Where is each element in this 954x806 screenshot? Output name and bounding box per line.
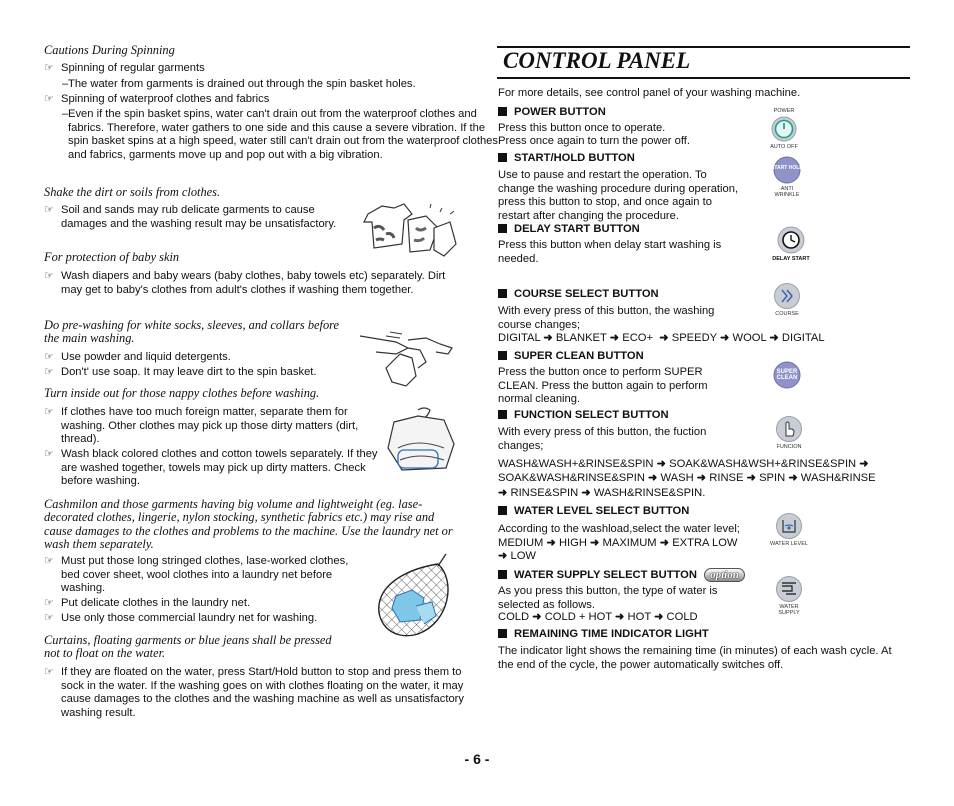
option-badge: option: [704, 568, 745, 582]
course-button-icon[interactable]: COURSE: [768, 281, 806, 317]
start-hold-button-icon[interactable]: START HOLD ANTI WRINKLE: [768, 154, 806, 198]
list-item: ☞ Put delicate clothes in the laundry net.: [44, 597, 251, 609]
arrow-right-icon: ➜: [696, 472, 707, 484]
list-item: ☞ Spinning of waterproof clothes and fabrics: [44, 93, 270, 105]
arrow-right-icon: ➜: [590, 537, 600, 549]
super-clean-button-icon[interactable]: SUPER CLEAN: [768, 359, 806, 391]
square-bullet-icon: [498, 153, 507, 162]
square-bullet-icon: [498, 629, 507, 638]
square-bullet-icon: [498, 289, 507, 298]
arrow-right-icon: ➜: [498, 550, 508, 562]
arrow-right-icon: ➜: [720, 332, 730, 344]
function-select-heading: FUNCTION SELECT BUTTON: [498, 409, 669, 423]
function-sequence-line-3: ➜ RINSE&SPIN ➜ WASH&RINSE&SPIN.: [498, 487, 706, 499]
power-text-1: Press this button once to operate.: [498, 122, 666, 134]
pointing-hand-icon: ☞: [44, 597, 54, 609]
arrow-right-icon: ➜: [769, 332, 779, 344]
water-level-sequence-line-2: ➜ LOW: [498, 550, 536, 562]
list-item: ☞ Don't' use soap. It may leave dirt to the spin basket.: [44, 366, 317, 378]
course-select-heading: COURSE SELECT BUTTON: [498, 288, 659, 302]
list-item: ☞ Soil and sands may rub delicate garments to cause damages and the washing result may be unsatisfactory.: [44, 204, 337, 230]
pointing-hand-icon: ☞: [44, 351, 54, 363]
water-level-text: According to the washload,select the water level;: [498, 523, 740, 535]
arrow-right-icon: ➜: [546, 537, 556, 549]
pointing-hand-icon: ☞: [44, 448, 54, 460]
laundry-net-illustration: [372, 550, 462, 642]
square-bullet-icon: [498, 570, 507, 579]
remaining-time-heading: REMAINING TIME INDICATOR LIGHT: [498, 628, 709, 642]
function-button-icon[interactable]: FUNCION: [768, 414, 810, 450]
remaining-time-text: The indicator light shows the remaining time (in minutes) of each wash cycle. At the end of the cycle, the power automatically switches off.: [498, 645, 892, 671]
pointing-hand-icon: ☞: [44, 666, 54, 678]
square-bullet-icon: [498, 506, 507, 515]
start-hold-text: Use to pause and restart the operation. To change the washing procedure during operation, press this button to stop, and once again to restart after changing the procedure.: [498, 169, 739, 222]
square-bullet-icon: [498, 410, 507, 419]
delay-start-text: Press this button when delay start washing is needed.: [498, 239, 722, 265]
start-hold-heading: START/HOLD BUTTON: [498, 152, 635, 166]
arrow-right-icon: ➜: [543, 332, 553, 344]
arrow-right-icon: ➜: [746, 472, 756, 484]
arrow-right-icon: ➜: [532, 611, 542, 623]
arrow-right-icon: ➜: [788, 472, 798, 484]
course-sequence: DIGITAL ➜ BLANKET ➜ ECO+ ➜ SPEEDY ➜ WOOL ➜ DIGITAL: [498, 332, 825, 344]
page-number: - 6 -: [464, 751, 490, 767]
list-item: ☞ Wash diapers and baby wears (baby clothes, baby towels etc) separately. Dirt may get to baby's clothes from adult's clothes if washing them together.: [44, 270, 446, 296]
cashmilon-heading: Cashmilon and those garments having big volume and lightweight (eg. lase-decorated clothes, lingerie, nylon stocking, synthetic fabrics etc.) may rise and cause damages to the clothes and problems to the machine. Use the laundry net or wash them separately.: [44, 497, 453, 552]
arrow-right-icon: ➜: [615, 611, 625, 623]
cautions-heading: Cautions During Spinning: [44, 43, 175, 57]
pointing-hand-icon: ☞: [44, 62, 54, 74]
arrow-right-icon: ➜: [659, 537, 670, 549]
title-bottom-rule: [497, 77, 910, 79]
page-title: CONTROL PANEL: [503, 48, 691, 73]
arrow-right-icon: ➜: [654, 611, 664, 623]
turn-heading: Turn inside out for those nappy clothes before washing.: [44, 386, 320, 400]
shake-heading: Shake the dirt or soils from clothes.: [44, 185, 221, 199]
arrow-right-icon: ➜: [648, 472, 658, 484]
baby-heading: For protection of baby skin: [44, 250, 180, 264]
list-item: ☞ Wash black colored clothes and cotton towels separately. If they are washed together, towels may pick up dirty matters. Check before washing.: [44, 448, 378, 488]
list-item: ☞ Use only those commercial laundry net for washing.: [44, 612, 318, 624]
list-item: ☞ Spinning of regular garments: [44, 62, 205, 74]
delay-start-heading: DELAY START BUTTON: [498, 223, 640, 237]
turned-clothes-illustration: [374, 404, 460, 476]
function-sequence-line-2: SOAK&WASH&RINSE&SPIN ➜ WASH ➜ RINSE ➜ SPIN ➜ WASH&RINSE: [498, 472, 876, 484]
prewash-heading: Do pre-washing for white socks, sleeves, and collars before the main washing.: [44, 318, 340, 346]
water-supply-sequence: COLD ➜ COLD + HOT ➜ HOT ➜ COLD: [498, 611, 698, 623]
pointing-hand-icon: ☞: [44, 555, 54, 567]
pointing-hand-icon: ☞: [44, 204, 54, 216]
power-button-icon[interactable]: POWER AUTO OFF: [770, 108, 798, 150]
intro-text: For more details, see control panel of your washing machine.: [498, 87, 801, 99]
water-level-heading: WATER LEVEL SELECT BUTTON: [498, 505, 689, 519]
function-select-text: With every press of this button, the fuction changes;: [498, 426, 707, 452]
pointing-hand-icon: ☞: [44, 270, 54, 282]
arrow-right-icon: ➜: [859, 458, 869, 470]
prewash-collar-illustration: [356, 328, 460, 392]
arrow-right-icon: ➜: [609, 332, 620, 344]
list-item: ☞ If they are floated on the water, press Start/Hold button to stop and press them to sock in the water. If the washing goes on with clothes floating on the water, it may cause damages to the clothes and the washing machine as well as unsatisfactory washing result.: [44, 666, 464, 719]
super-clean-heading: SUPER CLEAN BUTTON: [498, 350, 644, 364]
water-supply-heading: WATER SUPPLY SELECT BUTTON option: [498, 568, 745, 583]
square-bullet-icon: [498, 351, 507, 360]
pointing-hand-icon: ☞: [44, 406, 54, 418]
list-subitem: – The water from garments is drained out through the spin basket holes.: [62, 78, 416, 90]
arrow-right-icon: ➜: [659, 332, 669, 344]
pointing-hand-icon: ☞: [44, 93, 54, 105]
super-clean-text: Press the button once to perform SUPER CLEAN. Press the button again to perform normal cleaning.: [498, 366, 708, 406]
power-text-2: Press once again to turn the power off.: [498, 135, 690, 147]
shaking-clothes-illustration: [360, 200, 460, 260]
float-heading: Curtains, floating garments or blue jeans shall be pressed not to float on the water.: [44, 633, 332, 661]
water-supply-text: As you press this button, the type of water is selected as follows.: [498, 585, 718, 611]
function-sequence-line-1: WASH&WASH+&RINSE&SPIN ➜ SOAK&WASH&WSH+&RINSE&SPIN ➜: [498, 458, 869, 470]
water-level-sequence-line-1: MEDIUM ➜ HIGH ➜ MAXIMUM ➜ EXTRA LOW: [498, 537, 738, 549]
arrow-right-icon: ➜: [498, 487, 508, 499]
list-item: ☞ Use powder and liquid detergents.: [44, 351, 231, 363]
water-supply-button-icon[interactable]: WATER SUPPLY: [768, 574, 810, 616]
pointing-hand-icon: ☞: [44, 612, 54, 624]
pointing-hand-icon: ☞: [44, 366, 54, 378]
delay-start-button-icon[interactable]: DELAY START: [766, 224, 816, 262]
course-select-text: With every press of this button, the washing course changes;: [498, 305, 715, 331]
square-bullet-icon: [498, 107, 507, 116]
list-item: ☞ Must put those long stringed clothes, lase-worked clothes, bed cover sheet, wool clothes into a laundry net before washing.: [44, 555, 349, 595]
list-subitem: – Even if the spin basket spins, water can't drain out from the waterproof clothes and fabrics. Therefore, water gathers to one side and this cause a severe vibration. If the spin basket spins at a high speed, water still can't drain out from the waterproof clothes and fabrics, garments move up and pop out with a big vibration.: [62, 108, 498, 161]
list-item: ☞ If clothes have too much foreign matter, separate them for washing. Other clothes may pick up those dirty matters (dirt, thread).: [44, 406, 359, 446]
water-level-button-icon[interactable]: WATER LEVEL: [768, 511, 810, 547]
arrow-right-icon: ➜: [656, 458, 666, 470]
square-bullet-icon: [498, 224, 507, 233]
power-heading: POWER BUTTON: [498, 106, 606, 120]
arrow-right-icon: ➜: [581, 487, 591, 499]
